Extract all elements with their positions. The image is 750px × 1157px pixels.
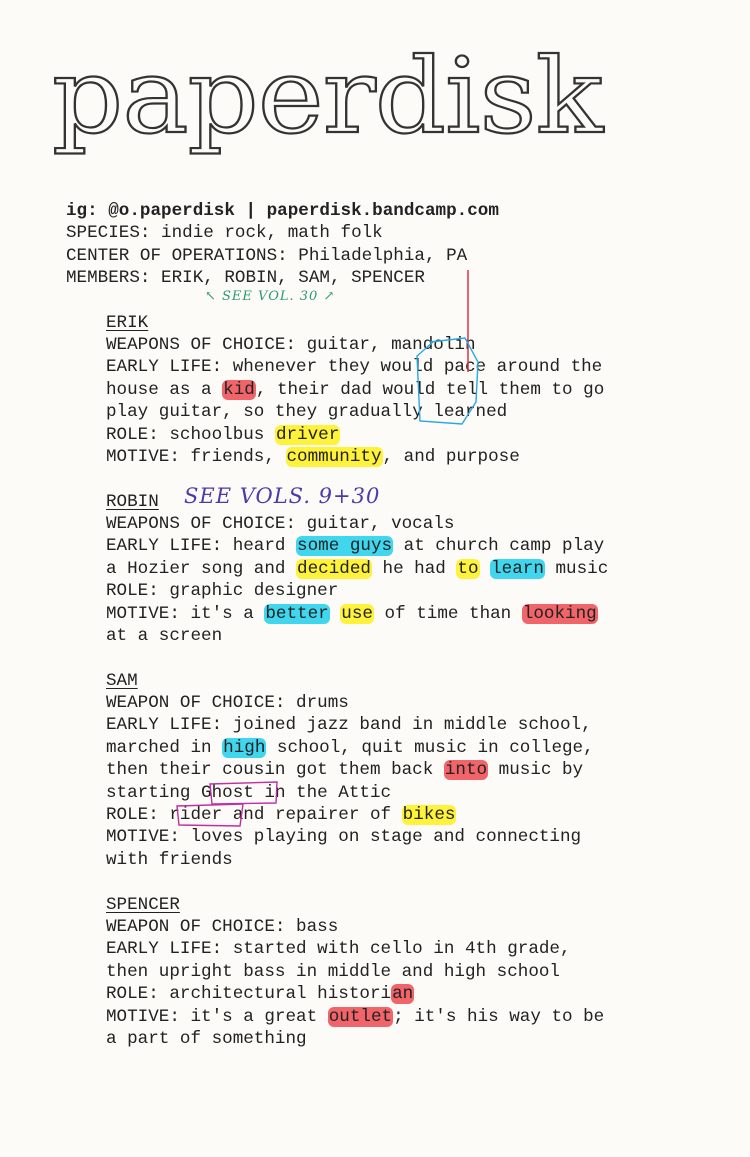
erik-early-2 — [106, 379, 604, 401]
erik-early-3 — [106, 401, 507, 423]
highlight-red: an — [392, 984, 414, 1004]
text-segment: would — [380, 357, 434, 377]
highlight-cyan: high — [223, 738, 266, 758]
spencer-motive — [106, 1006, 604, 1028]
sam-early-1: EARLY LIFE: joined jazz band in middle school, — [106, 715, 592, 735]
band-title-svg — [50, 40, 610, 160]
text-segment: starting — [106, 783, 202, 803]
highlight-cyan: learn — [491, 559, 544, 579]
text-segment: play guitar, so they gradu — [106, 402, 381, 422]
highlight-cyan: better — [265, 604, 329, 624]
text-segment: EARLY LIFE: heard — [106, 536, 297, 556]
erik-role — [106, 424, 340, 446]
robin-motive — [106, 603, 598, 625]
sam-role — [106, 804, 456, 826]
text-segment: would — [382, 380, 436, 400]
text-segment: marched in — [106, 738, 223, 758]
sam-early-4 — [106, 782, 391, 804]
text-segment: , and purpose — [382, 447, 520, 467]
text-segment: learned — [422, 402, 508, 422]
text-segment: school, quit music in college, — [266, 738, 594, 758]
highlight-yellow: bikes — [402, 805, 456, 825]
spencer-early-1: EARLY LIFE: started with cello in 4th grade, — [106, 939, 571, 959]
see-vol-30-text: SEE VOL. 30 — [222, 289, 319, 304]
boxed-word: rider — [169, 805, 223, 825]
spencer-early-2: then upright bass in middle and high school — [106, 962, 560, 982]
text-segment: music by — [488, 760, 584, 780]
see-vol-30-note — [205, 289, 335, 304]
text-segment: ROLE: — [106, 805, 170, 825]
sam-weapon: WEAPON OF CHOICE: drums — [106, 693, 349, 713]
erik-early-1 — [106, 356, 602, 378]
highlight-yellow: to — [457, 559, 479, 579]
highlight-cyan: some guys — [297, 536, 393, 556]
contact-line: ig: @o.paperdisk | paperdisk.bandcamp.com — [66, 201, 499, 221]
left-arrow-icon: ↖ — [205, 289, 223, 304]
sam-motive-2: with friends — [106, 850, 233, 870]
robin-role: ROLE: graphic designer — [106, 581, 339, 601]
highlight-red: into — [444, 760, 488, 780]
erik-weapons: WEAPONS OF CHOICE: guitar, mandolin — [106, 335, 476, 355]
sam-early-3 — [106, 759, 583, 781]
highlight-red: looking — [522, 604, 597, 624]
erik-motive — [106, 446, 520, 468]
band-title — [50, 40, 610, 160]
text-segment: , their dad — [255, 380, 383, 400]
robin-early-1 — [106, 535, 604, 557]
species-line: SPECIES: indie rock, math folk — [66, 223, 383, 243]
robin-weapons: WEAPONS OF CHOICE: guitar, vocals — [106, 514, 455, 534]
text-segment: a Hozier song and — [106, 559, 297, 579]
text-segment: tell them to go — [435, 380, 605, 400]
highlight-yellow: driver — [275, 425, 340, 445]
spencer-role — [106, 983, 414, 1005]
spencer-heading: SPENCER — [106, 895, 180, 915]
text-segment: house as a — [106, 380, 223, 400]
text-segment: MOTIVE: friends, — [106, 447, 286, 467]
text-segment: at church camp play — [393, 536, 605, 556]
text-segment: in the Attic — [253, 783, 392, 803]
band-title-text: paperdisk — [52, 40, 605, 157]
members-line: MEMBERS: ERIK, ROBIN, SAM, SPENCER — [66, 268, 425, 288]
text-segment — [480, 559, 491, 579]
boxed-word: Ghost — [201, 783, 254, 803]
highlight-yellow: community — [286, 447, 382, 467]
text-segment: MOTIVE: it's a great — [106, 1007, 328, 1027]
sam-heading: SAM — [106, 671, 138, 691]
spencer-motive-2: a part of something — [106, 1029, 307, 1049]
highlight-yellow: use — [341, 604, 373, 624]
see-vols-9-30-note: SEE VOLS. 9+30 — [184, 484, 381, 508]
robin-heading: ROBIN — [106, 492, 159, 512]
text-segment: pace around the — [433, 357, 603, 377]
text-segment: he had — [371, 559, 457, 579]
text-segment — [330, 604, 341, 624]
right-arrow-icon: ↗ — [318, 289, 336, 304]
text-segment: of time than — [373, 604, 522, 624]
text-segment: ally — [380, 402, 423, 422]
highlight-red: outlet — [328, 1007, 393, 1027]
spencer-weapon: WEAPON OF CHOICE: bass — [106, 917, 339, 937]
text-segment: MOTIVE: it's a — [106, 604, 265, 624]
robin-early-2 — [106, 558, 608, 580]
text-segment: ROLE: architectural histori — [106, 984, 392, 1004]
sam-early-2 — [106, 737, 594, 759]
text-segment: EARLY LIFE: whenever they — [106, 357, 381, 377]
text-segment: ; it's his way to be — [393, 1007, 605, 1027]
robin-motive-2: at a screen — [106, 626, 223, 646]
sam-motive-1: MOTIVE: loves playing on stage and connecting — [106, 827, 582, 847]
text-segment: ROLE: schoolbus — [106, 425, 275, 445]
text-segment: then their cousin got them back — [106, 760, 444, 780]
text-segment: music — [544, 559, 609, 579]
erik-heading: ERIK — [106, 313, 149, 333]
highlight-yellow: decided — [297, 559, 371, 579]
center-line: CENTER OF OPERATIONS: Philadelphia, PA — [66, 246, 468, 266]
text-segment: and repairer of — [222, 805, 402, 825]
highlight-red: kid — [223, 380, 255, 400]
